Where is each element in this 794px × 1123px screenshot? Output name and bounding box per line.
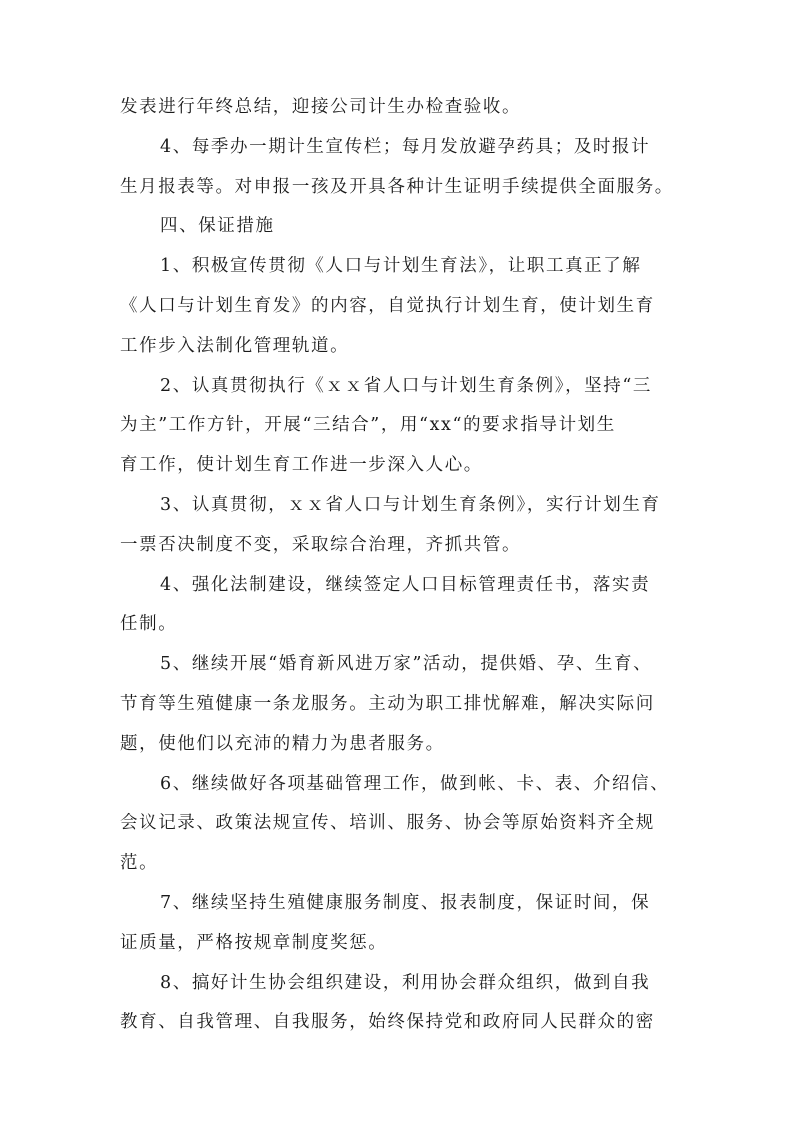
- text-line: 为主”工作方针，开展“三结合”，用“xx“的要求指导计划生: [120, 415, 616, 436]
- text-line: 《人口与计划生育发》的内容，自觉执行计划生育，使计划生育: [120, 295, 655, 316]
- text-line: 节育等生殖健康一条龙服务。主动为职工排忧解难，解决实际问: [120, 693, 655, 714]
- text-line: 6、继续做好各项基础管理工作，做到帐、卡、表、介绍信、: [160, 773, 670, 794]
- text-line: 证质量，严格按规章制度奖惩。: [120, 932, 388, 953]
- text-line: 范。: [120, 853, 159, 874]
- text-line: 4、强化法制建设，继续签定人口目标管理责任书，落实责: [160, 574, 651, 595]
- text-line: 生月报表等。对申报一孩及开具各种计生证明手续提供全面服务。: [120, 176, 674, 197]
- text-line: 1、积极宣传贯彻《人口与计划生育法》，让职工真正了解: [160, 256, 642, 277]
- text-line: 5、继续开展“婚育新风进万家”活动，提供婚、孕、生育、: [160, 654, 653, 675]
- text-line: 8、搞好计生协会组织建设，利用协会群众组织，做到自我: [160, 972, 651, 993]
- text-line: 3、认真贯彻，ｘｘ省人口与计划生育条例》，实行计划生育: [160, 494, 661, 515]
- text-line: 育工作，使计划生育工作进一步深入人心。: [120, 455, 483, 476]
- text-line: 发表进行年终总结，迎接公司计生办检查验收。: [120, 97, 522, 117]
- text-line: 会议记录、政策法规宣传、培训、服务、协会等原始资料齐全规: [120, 813, 655, 834]
- text-line: 一票否决制度不变，采取综合治理，齐抓共管。: [120, 534, 522, 555]
- text-line: 教育、自我管理、自我服务，始终保持党和政府同人民群众的密: [120, 1012, 655, 1033]
- text-line: 2、认真贯彻执行《ｘｘ省人口与计划生育条例》，坚持“三: [160, 375, 653, 396]
- text-line: 4、每季办一期计生宣传栏；每月发放避孕药具；及时报计: [160, 136, 651, 157]
- document-body: [120, 88, 686, 1043]
- text-line: 题，使他们以充沛的精力为患者服务。: [120, 733, 445, 754]
- section-heading: 四、保证措施: [160, 216, 275, 237]
- text-line: 工作步入法制化管理轨道。: [120, 335, 350, 356]
- text-line: 7、继续坚持生殖健康服务制度、报表制度，保证时间，保: [160, 892, 651, 913]
- text-line: 任制。: [120, 614, 178, 635]
